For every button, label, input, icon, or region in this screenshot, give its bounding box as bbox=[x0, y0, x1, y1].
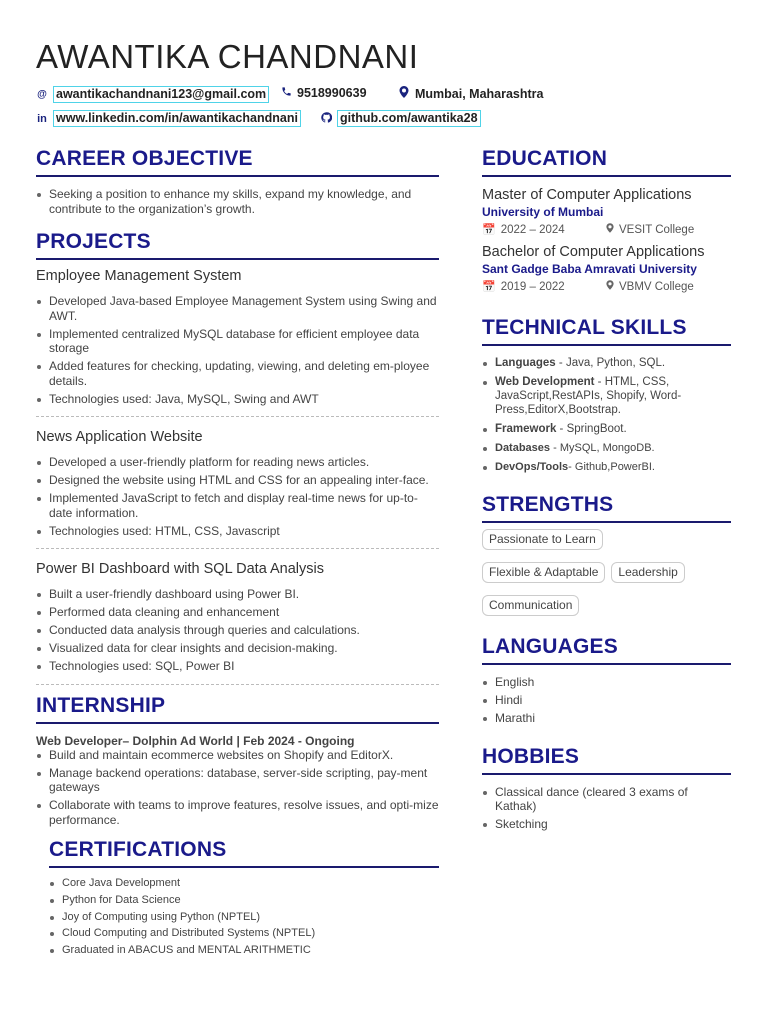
education-dates: 2019 – 2022 bbox=[500, 281, 565, 293]
list-item: Graduated in ABACUS and MENTAL ARITHMETIC bbox=[49, 943, 439, 957]
left-column bbox=[36, 146, 439, 960]
divider bbox=[36, 684, 439, 685]
list-item: Visualized data for clear insights and decision-making. bbox=[36, 641, 439, 656]
list-item: Python for Data Science bbox=[49, 893, 439, 907]
education-location: VESIT College bbox=[619, 224, 695, 236]
linkedin-link[interactable]: www.linkedin.com/in/awantikachandnani bbox=[53, 110, 301, 127]
section-title: CAREER OBJECTIVE bbox=[36, 146, 439, 177]
section-title: CERTIFICATIONS bbox=[49, 837, 439, 868]
internship-role: Web Developer– Dolphin Ad World | Feb 2024 - Ongoing bbox=[36, 733, 355, 748]
list-item: Technologies used: SQL, Power BI bbox=[36, 659, 439, 674]
strength-chip: Passionate to Learn bbox=[482, 529, 603, 550]
email-contact bbox=[36, 86, 269, 103]
github-icon bbox=[320, 112, 332, 126]
linkedin-contact bbox=[36, 110, 301, 127]
skill-item: Web Development - HTML, CSS, JavaScript,RestAPIs, Shopify, Word-Press,EditorX,Bootstrap. bbox=[482, 375, 731, 417]
list-item: Marathi bbox=[482, 711, 731, 726]
project-title: Power BI Dashboard with SQL Data Analysis bbox=[36, 561, 324, 577]
list-item: Conducted data analysis through queries and calculations. bbox=[36, 623, 439, 638]
section-title: LANGUAGES bbox=[482, 634, 731, 665]
divider bbox=[36, 548, 439, 549]
location-text: Mumbai, Maharashtra bbox=[415, 86, 544, 101]
phone-icon bbox=[280, 86, 292, 100]
list-item: Hindi bbox=[482, 693, 731, 708]
skill-item: Languages - Java, Python, SQL. bbox=[482, 356, 731, 370]
list-item: Cloud Computing and Distributed Systems (NPTEL) bbox=[49, 926, 439, 940]
phone-number: 9518990639 bbox=[297, 86, 367, 100]
map-pin-icon bbox=[398, 86, 410, 101]
project-entry bbox=[36, 268, 439, 406]
list-item: Joy of Computing using Python (NPTEL) bbox=[49, 910, 439, 924]
list-item: Build and maintain ecommerce websites on Shopify and EditorX. bbox=[36, 748, 439, 763]
project-entry bbox=[36, 429, 439, 538]
right-column bbox=[482, 146, 731, 835]
list-item: Developed Java-based Employee Management System using Swing and AWT. bbox=[36, 294, 439, 323]
list-item: Added features for checking, updating, viewing, and deleting em-ployee details. bbox=[36, 359, 439, 388]
candidate-name: AWANTIKA CHANDNANI bbox=[36, 38, 419, 75]
map-pin-icon bbox=[606, 279, 614, 295]
strength-chip: Leadership bbox=[611, 562, 684, 583]
strengths-section bbox=[482, 492, 731, 616]
education-entry bbox=[482, 187, 731, 238]
list-item: Sketching bbox=[482, 817, 697, 832]
email-link[interactable]: awantikachandnani123@gmail.com bbox=[53, 86, 269, 103]
technical-skills-section bbox=[482, 315, 731, 474]
list-item: Designed the website using HTML and CSS for an appealing inter-face. bbox=[36, 473, 439, 488]
strength-chip: Flexible & Adaptable bbox=[482, 562, 605, 583]
list-item: Seeking a position to enhance my skills, expand my knowledge, and contribute to the organization’s growth. bbox=[36, 187, 439, 216]
section-title: PROJECTS bbox=[36, 229, 439, 260]
strength-chip: Communication bbox=[482, 595, 579, 616]
section-title: INTERNSHIP bbox=[36, 693, 439, 724]
skill-item: Framework - SpringBoot. bbox=[482, 422, 731, 436]
skill-item: DevOps/Tools- Github,PowerBI. bbox=[482, 460, 731, 474]
location-contact bbox=[398, 86, 544, 101]
skill-item: Databases - MySQL, MongoDB. bbox=[482, 441, 731, 455]
education-entry bbox=[482, 244, 731, 295]
university-name: Sant Gadge Baba Amravati University bbox=[482, 262, 697, 276]
education-location: VBMV College bbox=[619, 281, 694, 293]
project-title: News Application Website bbox=[36, 429, 203, 445]
section-title: TECHNICAL SKILLS bbox=[482, 315, 731, 346]
projects-section bbox=[36, 229, 439, 685]
map-pin-icon bbox=[606, 222, 614, 238]
list-item: Implemented centralized MySQL database for efficient employee data storage bbox=[36, 327, 439, 356]
github-link[interactable]: github.com/awantika28 bbox=[337, 110, 481, 127]
list-item: Built a user-friendly dashboard using Power BI. bbox=[36, 587, 439, 602]
list-item: Performed data cleaning and enhancement bbox=[36, 605, 439, 620]
degree-title: Bachelor of Computer Applications bbox=[482, 244, 705, 260]
career-objective-section bbox=[36, 146, 439, 216]
university-name: University of Mumbai bbox=[482, 205, 604, 219]
list-item: Collaborate with teams to improve features, resolve issues, and opti-mize performance. bbox=[36, 798, 439, 827]
phone-contact bbox=[280, 86, 367, 100]
project-entry bbox=[36, 561, 439, 674]
internship-section bbox=[36, 693, 439, 828]
education-dates: 2022 – 2024 bbox=[500, 224, 565, 236]
list-item: English bbox=[482, 675, 731, 690]
calendar-icon: 📅 bbox=[482, 281, 496, 293]
at-icon: @ bbox=[37, 89, 47, 100]
project-title: Employee Management System bbox=[36, 268, 242, 284]
list-item: Implemented JavaScript to fetch and display real-time news for up-to-date information. bbox=[36, 491, 439, 520]
github-contact bbox=[320, 110, 481, 127]
list-item: Core Java Development bbox=[49, 876, 439, 890]
degree-title: Master of Computer Applications bbox=[482, 187, 692, 203]
section-title: HOBBIES bbox=[482, 744, 731, 775]
divider bbox=[36, 416, 439, 417]
list-item: Technologies used: Java, MySQL, Swing and AWT bbox=[36, 392, 439, 407]
list-item: Developed a user-friendly platform for reading news articles. bbox=[36, 455, 439, 470]
list-item: Classical dance (cleared 3 exams of Kathak) bbox=[482, 785, 697, 814]
section-title: STRENGTHS bbox=[482, 492, 731, 523]
list-item: Technologies used: HTML, CSS, Javascript bbox=[36, 524, 439, 539]
section-title: EDUCATION bbox=[482, 146, 731, 177]
list-item: Manage backend operations: database, server-side scripting, pay-ment gateways bbox=[36, 766, 439, 795]
linkedin-icon: in bbox=[37, 112, 47, 125]
languages-section bbox=[482, 634, 731, 726]
calendar-icon: 📅 bbox=[482, 224, 496, 236]
certifications-section bbox=[49, 837, 439, 957]
hobbies-section bbox=[482, 744, 731, 832]
education-section bbox=[482, 146, 731, 295]
